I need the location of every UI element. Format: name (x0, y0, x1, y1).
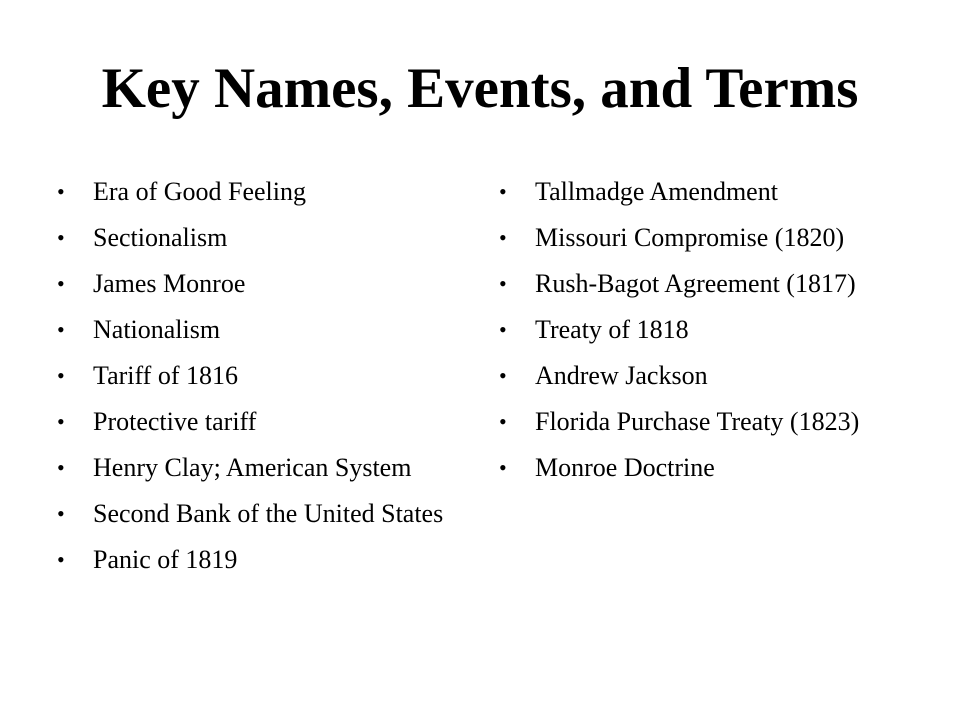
list-item (55, 543, 450, 576)
bullet-icon: • (57, 317, 65, 342)
list-item-text: Era of Good Feeling (93, 177, 307, 206)
bullet-icon: • (499, 225, 507, 250)
bullet-icon: • (499, 317, 507, 342)
bullet-icon: • (57, 179, 65, 204)
list-item (497, 359, 867, 392)
list-item-text: Tariff of 1816 (93, 361, 238, 390)
list-item (497, 267, 867, 300)
list-item-text: Florida Purchase Treaty (1823) (535, 407, 860, 436)
list-item-text: Nationalism (93, 315, 221, 344)
bullet-icon: • (57, 363, 65, 388)
slide-title: Key Names, Events, and Terms (101, 57, 859, 120)
bullet-icon: • (57, 225, 65, 250)
list-item-text: Missouri Compromise (1820) (535, 223, 845, 252)
list-item-text: Monroe Doctrine (535, 453, 715, 482)
list-item (497, 405, 867, 438)
list-item-text: Tallmadge Amendment (535, 177, 778, 206)
bullet-icon: • (57, 501, 65, 526)
list-item (497, 175, 867, 208)
list-item (55, 221, 450, 254)
list-item (55, 497, 450, 530)
list-item (55, 175, 450, 208)
list-item-text: Panic of 1819 (93, 545, 238, 574)
list-item-text: James Monroe (93, 269, 246, 298)
list-item-text: Second Bank of the United States (93, 499, 444, 528)
list-item-text: Henry Clay; American System (93, 453, 412, 482)
list-item (55, 359, 450, 392)
list-item (497, 451, 867, 484)
left-bullet-list (55, 175, 450, 589)
bullet-icon: • (499, 409, 507, 434)
list-item-text: Protective tariff (93, 407, 257, 436)
bullet-icon: • (499, 179, 507, 204)
list-item-text: Treaty of 1818 (535, 315, 689, 344)
list-item-text: Sectionalism (93, 223, 228, 252)
bullet-icon: • (57, 409, 65, 434)
bullet-icon: • (499, 363, 507, 388)
list-item (55, 405, 450, 438)
list-item (55, 313, 450, 346)
bullet-icon: • (57, 547, 65, 572)
list-item (55, 267, 450, 300)
list-item (497, 313, 867, 346)
bullet-icon: • (57, 271, 65, 296)
bullet-icon: • (499, 455, 507, 480)
bullet-icon: • (57, 455, 65, 480)
bullet-icon: • (499, 271, 507, 296)
list-item (55, 451, 450, 484)
list-item-text: Rush-Bagot Agreement (1817) (535, 269, 856, 298)
right-bullet-list (497, 175, 867, 497)
list-item-text: Andrew Jackson (535, 361, 708, 390)
list-item (497, 221, 867, 254)
